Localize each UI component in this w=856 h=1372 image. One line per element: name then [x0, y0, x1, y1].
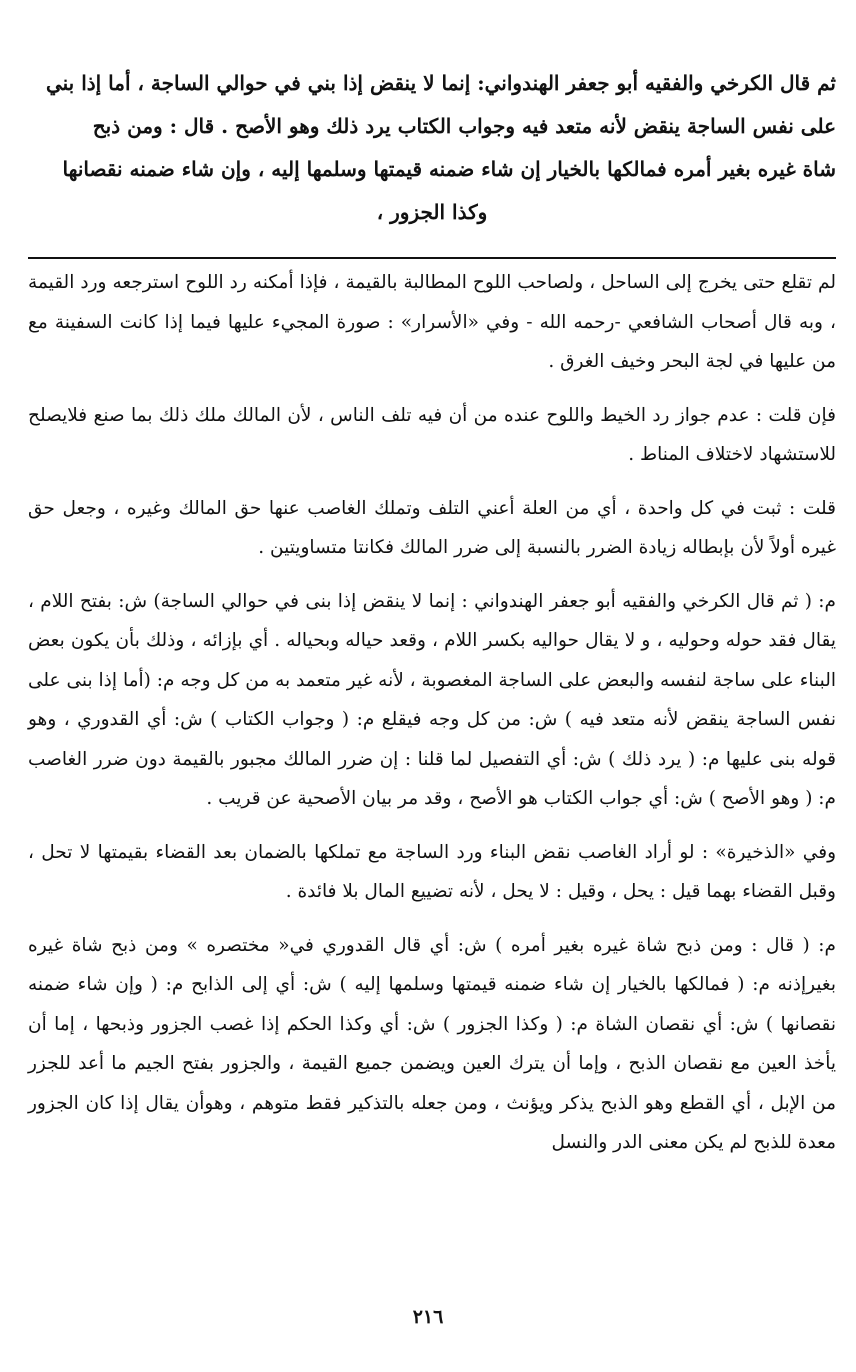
commentary-paragraph: وفي «الذخيرة» : لو أراد الغاصب نقض البناء ورد الساجة مع تملكها بالضمان بعد القضاء بقيمتها لا تحل ، وقبل القضاء بهما قيل : يحل ، وقيل : لا يحل ، لأنه تضييع المال بلا فائدة . [28, 841, 836, 902]
commentary-paragraph: لم تقلع حتى يخرج إلى الساحل ، ولصاحب اللوح المطالبة بالقيمة ، فإذا أمكنه رد اللوح استرجعه ورد القيمة ، وبه قال أصحاب الشافعي -رحمه الله - وفي «الأسرار» : صورة المجيء عليها فيما إذا كانت السفينة مع من عليها في لجة البحر وخيف الغرق . [28, 272, 836, 372]
page-number: ٢١٦ [412, 1306, 444, 1328]
page-content [28, 62, 836, 1177]
main-text-line: ثم قال الكرخي والفقيه أبو جعفر الهندواني: إنما لا ينقض إذا بني في حوالي الساجة ، أما إذا بني [45, 71, 836, 95]
commentary-paragraph: قلت : ثبت في كل واحدة ، أي من العلة أعني التلف وتملك الغاصب عنها حق المالك وغيره ، وجعل حق غيره أولاً لأن بإبطاله زيادة الضرر بالنسبة إلى ضرر المالك فكانتا متساويتين . [28, 497, 836, 558]
main-text-line: على نفس الساجة ينقض لأنه متعد فيه وجواب الكتاب يرد ذلك وهو الأصح . قال : ومن ذبح [92, 114, 836, 138]
commentary-paragraph: م: ( قال : ومن ذبح شاة غيره بغير أمره ) ش: أي قال القدوري في« مختصره » ومن ذبح شاة غيره بغيرإذنه م: ( فمالكها بالخيار إن شاء ضمنه قيمتها وسلمها إليه ) ش: أي إلى الذابح م: ( وإن شاء ضمنه نقصانها ) ش: أي نقصان الشاة م: ( وكذا الجزور ) ش: أي وكذا الحكم إذا غصب الجزور وذبحها ، إما أن يأخذ العين مع نقصان الذبح ، وإما أن يترك العين ويضمن جميع القيمة ، والجزور بفتح الجيم ما أعد للجزر من الإبل ، أي القطع وهو الذبح يذكر ويؤنث ، ومن جعله بالتذكير فقط متوهم ، وهوأن يقال إذا كان الجزور معدة للذبح لم يكن معنى الدر والنسل [28, 934, 836, 1153]
commentary [28, 263, 836, 1163]
main-text-line: شاة غيره بغير أمره فمالكها بالخيار إن شاء ضمنه قيمتها وسلمها إليه ، وإن شاء ضمنه نقصانها [62, 157, 836, 181]
commentary-paragraph: فإن قلت : عدم جواز رد الخيط واللوح عنده من أن فيه تلف الناس ، لأن المالك ملك ذلك بما صنع فلايصلح للاستشهاد لاختلاف المناط . [28, 404, 836, 465]
commentary-paragraph: م: ( ثم قال الكرخي والفقيه أبو جعفر الهندواني : إنما لا ينقض إذا بنى في حوالي الساجة) ش: بفتح اللام ، يقال فقد حوله وحوليه ، و لا يقال حواليه بكسر اللام ، وقعد حياله وبحياله . أي بإزائه ، وذلك بأن يكون بعض البناء على ساجة لنفسه والبعض على الساجة المغصوبة ، لأنه غير متعمد به من كل وجه م: (أما إذا بنى على نفس الساجة ينقض لأنه متعد فيه ) ش: من كل وجه فيقلع م: ( وجواب الكتاب ) ش: أي القدوري ، وهو قوله بنى عليها م: ( يرد ذلك ) ش: أي التفصيل لما قلنا : إن ضرر المالك مجبور بالقيمة دون ضرر الغاصب م: ( وهو الأصح ) ش: أي جواب الكتاب هو الأصح ، وقد مر بيان الأصحية عن قريب . [28, 590, 836, 809]
divider-line [28, 257, 836, 259]
main-text-last-line: وكذا الجزور ، [376, 200, 488, 224]
main-text [28, 62, 836, 234]
